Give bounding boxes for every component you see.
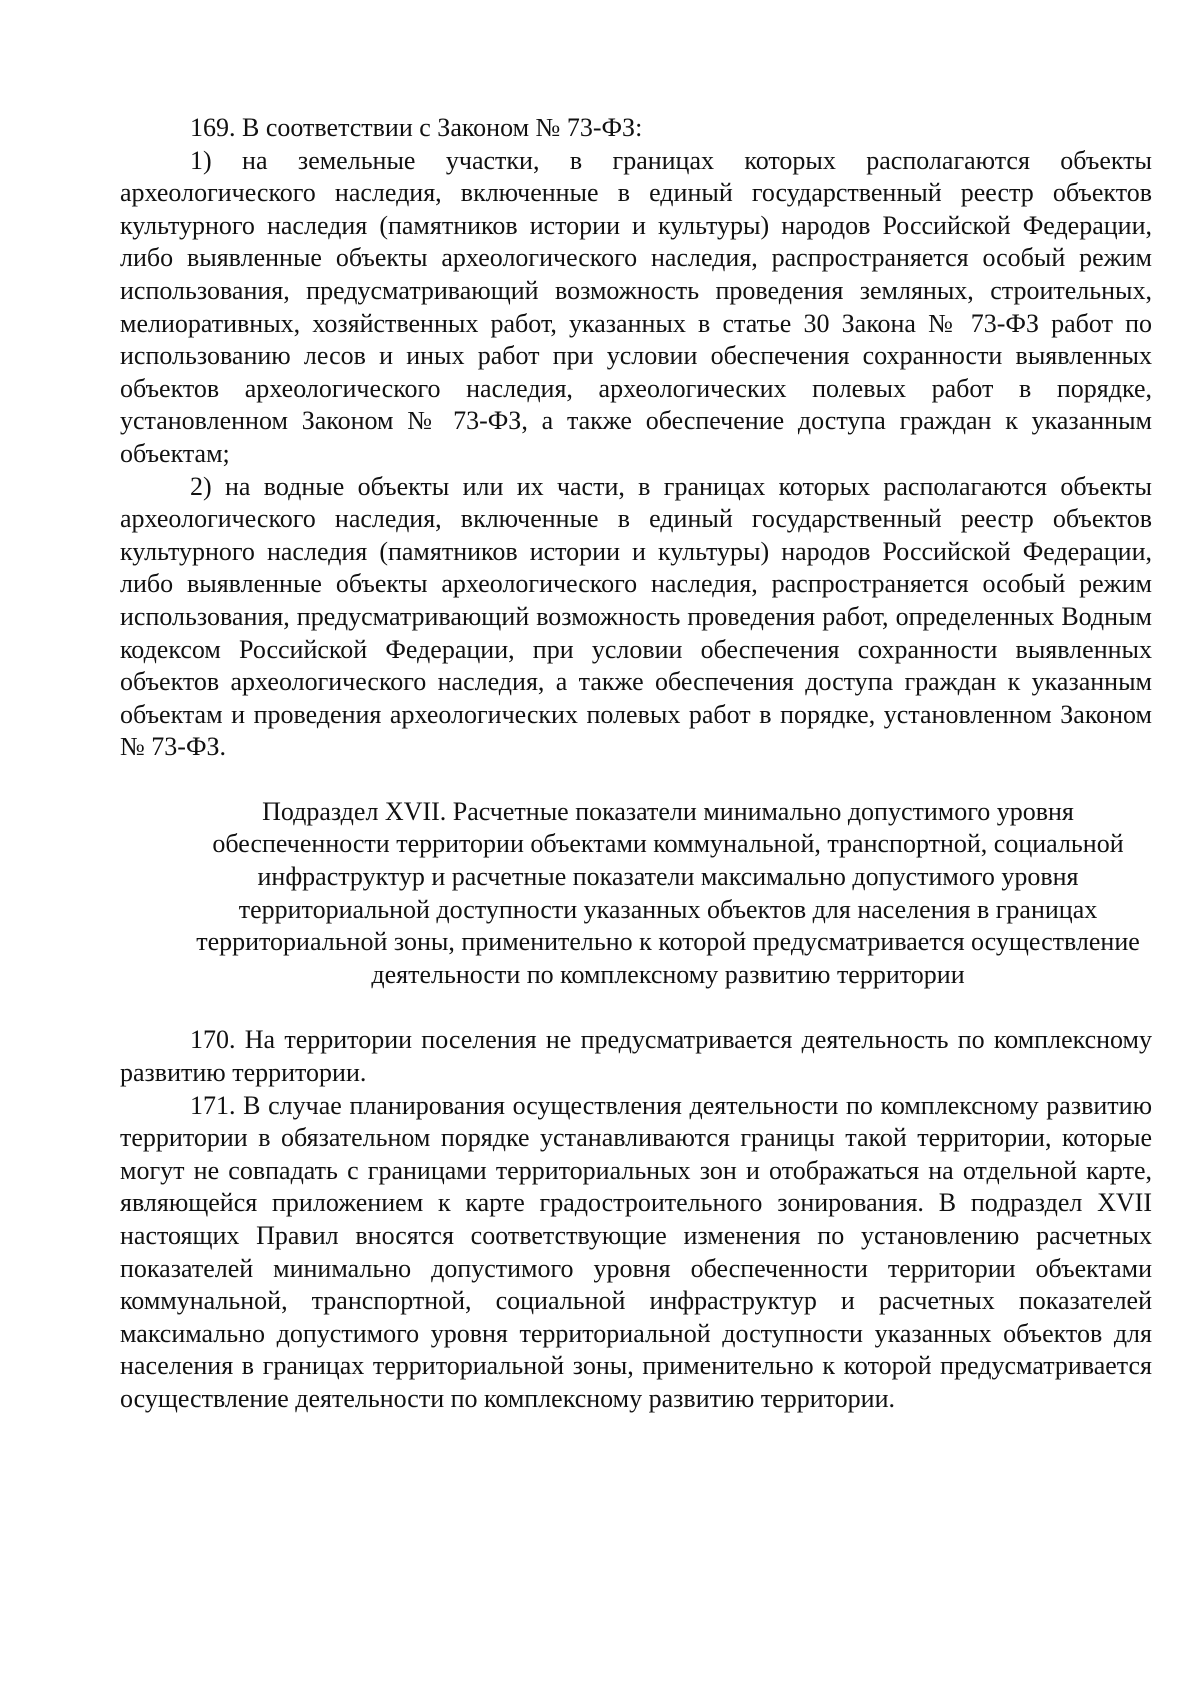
paragraph-169-item-2: 2) на водные объекты или их части, в границах которых располагаются объекты археологического наследия, включенные в единый государственный реестр объектов культурного наследия (памятников истории и культуры) народов Российской Федерации, либо выявленные объекты археологического наследия, распространяется особый режим использования, предусматривающий возможность проведения работ, определенных Водным кодексом Российской Федерации, при условии обеспечения сохранности выявленных объектов археологического наследия, а также обеспечения доступа граждан к указанным объектам и проведения археологических полевых работ в порядке, установленном Законом № 73-ФЗ. [120, 471, 1152, 762]
subsection-title: Подраздел XVII. Расчетные показатели минимально допустимого уровня обеспеченности территории объектами коммунальной, транспортной, социальной инфраструктур и расчетные показатели максимально допустимого уровня территориальной доступности указанных объектов для населения в границах территориальной зоны, применительно к которой предусматривается осуществление деятельности по комплексному развитию территории [196, 796, 1140, 989]
paragraph-170: 170. На территории поселения не предусматривается деятельность по комплексному развитию территории. [120, 1025, 1152, 1088]
paragraph-169-item-1: 1) на земельные участки, в границах которых располагаются объекты археологического наследия, включенные в единый государственный реестр объектов культурного наследия (памятников истории и культуры) народов Российской Федерации, либо выявленные объекты археологического наследия, распространяется особый режим использования, предусматривающий возможность проведения земляных, строительных, мелиоративных, хозяйственных работ, указанных в статье 30 Закона № 73-ФЗ работ по использованию лесов и иных работ при условии обеспечения сохранности выявленных объектов археологического наследия, археологических полевых работ в порядке, установленном Законом № 73-ФЗ, а также обеспечение доступа граждан к указанным объектам; [120, 145, 1152, 468]
paragraph-169-intro: 169. В соответствии с Законом № 73-ФЗ: [190, 113, 643, 142]
document-body [120, 112, 1152, 1416]
paragraph-171: 171. В случае планирования осуществления деятельности по комплексному развитию территории в обязательном порядке устанавливаются границы такой территории, которые могут не совпадать с границами территориальных зон и отображаться на отдельной карте, являющейся приложением к карте градостроительного зонирования. В подраздел XVII настоящих Правил вносятся соответствующие изменения по установлению расчетных показателей минимально допустимого уровня обеспеченности территории объектами коммунальной, транспортной, социальной инфраструктур и расчетных показателей максимально допустимого уровня территориальной доступности указанных объектов для населения в границах территориальной зоны, применительно к которой предусматривается осуществление деятельности по комплексному развитию территории. [120, 1090, 1152, 1413]
